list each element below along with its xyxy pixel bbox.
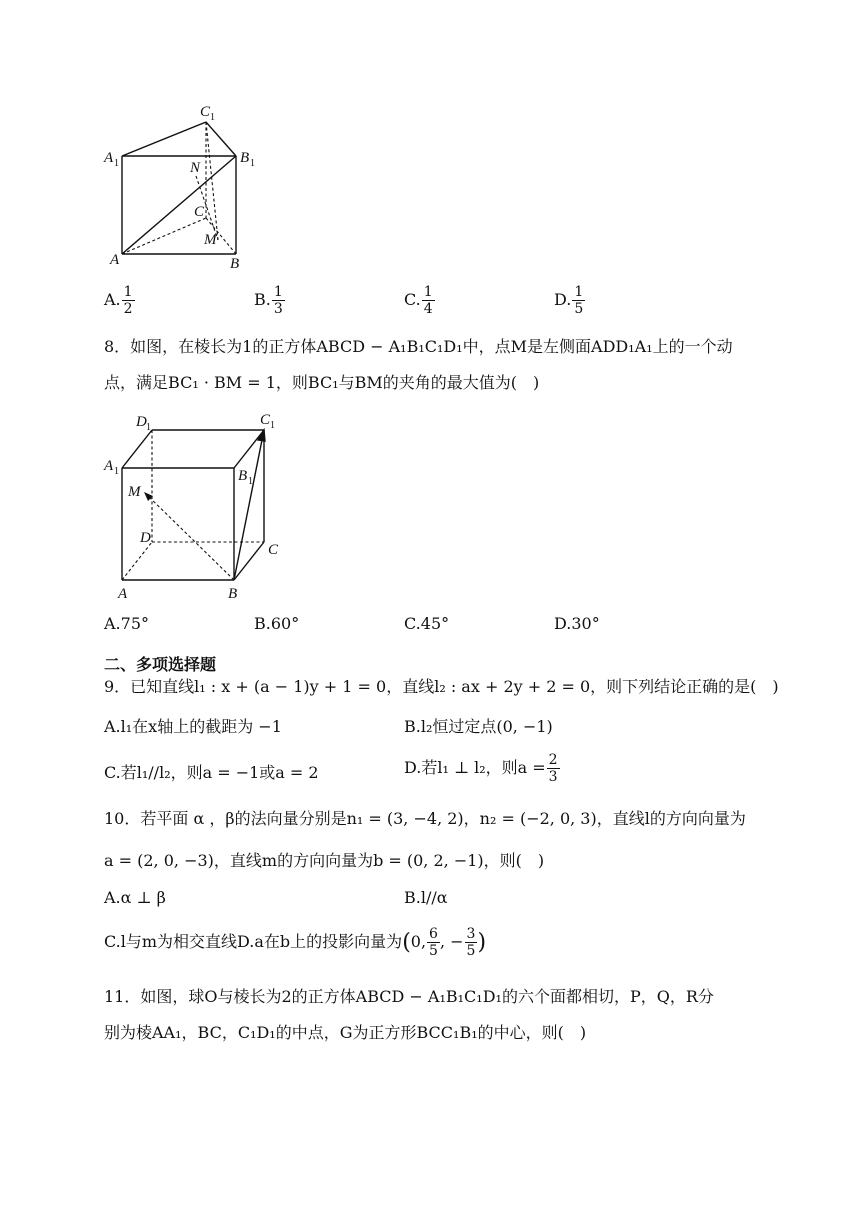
label-m: M bbox=[204, 232, 217, 248]
q11-stem-line2: 别为棱AA₁，BC，C₁D₁的中点，G为正方形BCC₁B₁的中心，则( ) bbox=[104, 1023, 587, 1042]
q8-option-a[interactable]: A.75° bbox=[104, 614, 149, 633]
q9-stem: 9．已知直线l₁ : x + (a − 1)y + 1 = 0，直线l₂ : ax + 2y + 2 = 0，则下列结论正确的是( ) bbox=[104, 677, 779, 696]
svg-text:1: 1 bbox=[114, 466, 119, 477]
edge-a1c1 bbox=[122, 122, 206, 156]
edge-ad bbox=[122, 542, 152, 580]
q10-stem-line2: a = (2, 0, −3)，直线m的方向向量为b = (0, 2, −1)，则( ) bbox=[104, 851, 545, 870]
q7-option-c[interactable]: C. $\frac{1}{4}$ bbox=[404, 284, 433, 317]
q11-stem-line1: 11．如图，球O与棱长为2的正方体ABCD − A₁B₁C₁D₁的六个面都相切，P，Q，R分 bbox=[104, 987, 714, 1006]
q7-option-d[interactable]: D. $\frac{1}{5}$ bbox=[554, 284, 584, 317]
q8-option-d[interactable]: D.30° bbox=[554, 614, 600, 633]
svg-text:1: 1 bbox=[114, 158, 119, 169]
q8-stem-line2: 点，满足BC₁ · BM = 1，则BC₁与BM的夹角的最大值为( ) bbox=[104, 373, 540, 392]
label-b: B bbox=[228, 586, 238, 602]
q10-option-a[interactable]: A.α ⊥ β bbox=[104, 888, 166, 907]
label-b1: B bbox=[240, 150, 250, 166]
q8-option-b[interactable]: B.60° bbox=[254, 614, 300, 633]
svg-text:1: 1 bbox=[250, 158, 255, 169]
q9-option-a[interactable]: A.l₁在x轴上的截距为 −1 bbox=[104, 717, 282, 736]
edge-a1d1 bbox=[122, 430, 152, 468]
vector-bc1 bbox=[234, 430, 264, 580]
label-n: N bbox=[190, 160, 201, 176]
label-b: B bbox=[230, 256, 240, 272]
q8-cube-figure bbox=[100, 408, 290, 602]
q10-stem-line1: 10．若平面 α ，β的法向量分别是n₁ = (3, −4, 2)，n₂ = (−2, 0, 3)，直线l的方向向量为 bbox=[104, 809, 746, 828]
q9-option-b[interactable]: B.l₂恒过定点(0, −1) bbox=[404, 717, 553, 736]
q7-option-b[interactable]: B. $\frac{1}{3}$ bbox=[254, 284, 283, 317]
label-d: D bbox=[140, 530, 151, 546]
label-c1: C bbox=[200, 104, 211, 120]
label-c: C bbox=[194, 204, 205, 220]
svg-text:1: 1 bbox=[210, 112, 215, 123]
q10-option-cd[interactable]: C.l与m为相交直线D.a在b上的投影向量为(0, $\frac{6}{5}$ , − $\frac{3}{5}$ ) bbox=[104, 926, 487, 959]
label-d1: D bbox=[136, 414, 147, 430]
q9-option-d[interactable]: D.若l₁ ⊥ l₂，则a = $\frac{2}{3}$ bbox=[404, 752, 558, 785]
edge-ac bbox=[122, 218, 206, 254]
label-a: A bbox=[118, 586, 128, 602]
label-a1: A bbox=[104, 458, 114, 474]
label-c: C bbox=[268, 542, 279, 558]
svg-text:1: 1 bbox=[248, 476, 253, 487]
label-b1: B bbox=[238, 468, 248, 484]
segment-ab1 bbox=[122, 156, 236, 254]
edge-c1b1 bbox=[206, 122, 236, 156]
label-c1: C bbox=[260, 412, 271, 428]
q8-option-c[interactable]: C.45° bbox=[404, 614, 450, 633]
q8-stem-line1: 8．如图，在棱长为1的正方体ABCD − A₁B₁C₁D₁中，点M是左侧面ADD₁A₁上的一个动 bbox=[104, 337, 733, 356]
label-a1: A bbox=[104, 150, 114, 166]
q7-prism-figure bbox=[100, 98, 270, 273]
section-title: 二、多项选择题 bbox=[104, 655, 217, 674]
q10-option-b[interactable]: B.l//α bbox=[404, 888, 448, 907]
q9-option-c[interactable]: C.若l₁//l₂，则a = −1或a = 2 bbox=[104, 763, 319, 782]
label-a: A bbox=[110, 252, 120, 268]
vector-bm bbox=[144, 492, 234, 580]
svg-text:1: 1 bbox=[270, 420, 275, 431]
svg-text:1: 1 bbox=[146, 422, 151, 433]
q7-option-a[interactable]: A. $\frac{1}{2}$ bbox=[104, 284, 133, 317]
label-m: M bbox=[128, 484, 141, 500]
